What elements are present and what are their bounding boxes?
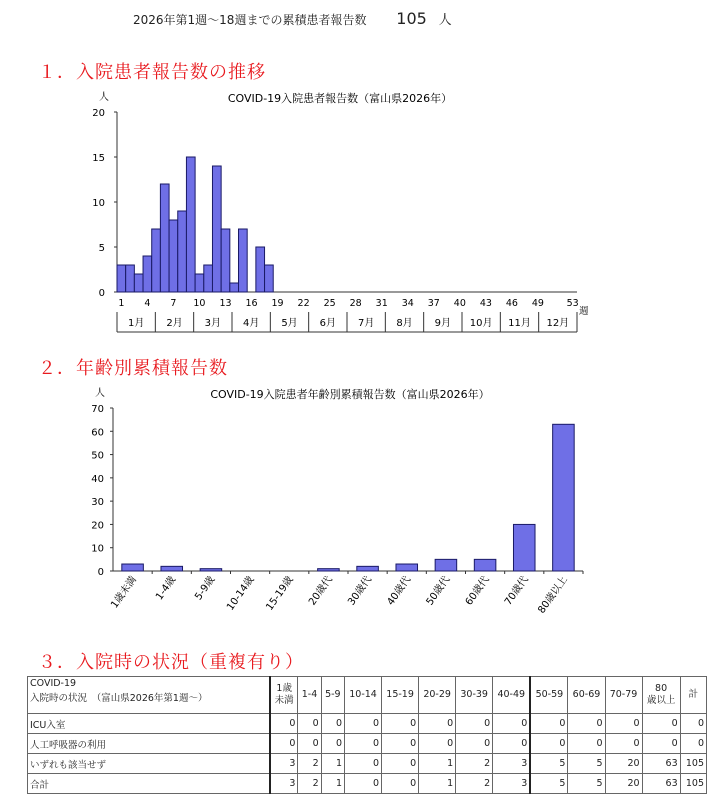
chart1-ytick-label: 5 bbox=[98, 243, 105, 254]
table-cell: 105 bbox=[680, 774, 706, 794]
table-header-row bbox=[28, 677, 707, 714]
chart2-category-label: 40歳代 bbox=[385, 574, 414, 608]
table-cell: 20 bbox=[605, 774, 642, 794]
table-column-header: 20-29 bbox=[419, 677, 456, 714]
table-body bbox=[28, 714, 707, 794]
chart1-bar bbox=[160, 184, 169, 292]
chart2-ytick-label: 40 bbox=[91, 473, 104, 485]
table-cell: 0 bbox=[382, 774, 419, 794]
table-column-header: 70-79 bbox=[605, 677, 642, 714]
table-column-header: 50-59 bbox=[530, 677, 568, 714]
chart1-bar bbox=[117, 265, 126, 292]
chart2-category-label: 1歳未満 bbox=[109, 574, 140, 611]
table-column-header: 80 歳以上 bbox=[642, 677, 680, 714]
table-cell: 0 bbox=[530, 734, 568, 754]
chart1-xtick-label: 53 bbox=[566, 298, 579, 309]
chart1-bar bbox=[152, 229, 161, 292]
chart2-bar bbox=[513, 524, 535, 571]
chart2-bar bbox=[396, 564, 418, 571]
chart2-category-label: 10-14歳 bbox=[225, 574, 257, 613]
chart1-xtick-label: 28 bbox=[349, 298, 362, 309]
table-column-header: 30-39 bbox=[456, 677, 493, 714]
table-cell: 1 bbox=[321, 754, 344, 774]
table-header-label-line: 入院時の状況 （富山県2026年第1週～） bbox=[30, 693, 208, 704]
chart1-xtick-label: 31 bbox=[375, 298, 388, 309]
chart2-category-label: 5-9歳 bbox=[193, 574, 218, 603]
chart1-month-label: 7月 bbox=[357, 318, 375, 329]
table-cell: 0 bbox=[605, 734, 642, 754]
chart2-title: COVID-19入院患者年齢別累積報告数（富山県2026年） bbox=[210, 388, 490, 401]
chart2-ytick-label: 10 bbox=[91, 543, 104, 555]
chart1-bar bbox=[239, 229, 248, 292]
section-heading-status: ３．入院時の状況（重複有り） bbox=[38, 652, 304, 673]
weekly-admissions-chart bbox=[0, 88, 718, 338]
table-cell: 0 bbox=[642, 734, 680, 754]
chart2-bar bbox=[200, 569, 222, 571]
chart1-month-label: 1月 bbox=[127, 318, 145, 329]
chart1-bar bbox=[195, 274, 204, 292]
table-row-label: 合計 bbox=[28, 774, 271, 794]
chart1-xunit: 週 bbox=[579, 306, 589, 317]
chart1-xtick-label: 25 bbox=[323, 298, 336, 309]
table-column-header: 5-9 bbox=[321, 677, 344, 714]
chart2-ytick-label: 0 bbox=[97, 567, 104, 578]
table-cell: 5 bbox=[568, 774, 605, 794]
chart2-category-label: 50歳代 bbox=[424, 574, 453, 608]
table-cell: 105 bbox=[680, 754, 706, 774]
table-cell: 1 bbox=[321, 774, 344, 794]
chart1-ytick-label: 15 bbox=[92, 153, 105, 164]
section-heading-weekly: １．入院患者報告数の推移 bbox=[38, 62, 266, 83]
table-row-label: 人工呼吸器の利用 bbox=[28, 734, 271, 754]
table-cell: 0 bbox=[568, 714, 605, 734]
table-cell: 3 bbox=[493, 754, 531, 774]
table-cell: 2 bbox=[456, 774, 493, 794]
chart1-month-label: 3月 bbox=[204, 318, 222, 329]
table-cell: 0 bbox=[382, 754, 419, 774]
table-cell: 5 bbox=[530, 774, 568, 794]
table-cell: 0 bbox=[605, 714, 642, 734]
table-row bbox=[28, 774, 707, 794]
table-header-label-line: COVID-19 bbox=[30, 678, 77, 689]
table-row bbox=[28, 714, 707, 734]
table-cell: 2 bbox=[456, 754, 493, 774]
summary-count: 105 bbox=[396, 9, 427, 28]
table-cell: 0 bbox=[321, 714, 344, 734]
chart1-xtick-label: 34 bbox=[401, 298, 414, 309]
section-heading-age: ２．年齢別累積報告数 bbox=[38, 358, 228, 379]
table-column-header: 10-14 bbox=[345, 677, 382, 714]
table-cell: 2 bbox=[298, 754, 321, 774]
table-cell: 0 bbox=[298, 714, 321, 734]
table-cell: 0 bbox=[345, 774, 382, 794]
chart1-xtick-label: 16 bbox=[245, 298, 258, 309]
summary-label: 2026年第1週～18週までの累積患者報告数 bbox=[133, 13, 367, 27]
table-row bbox=[28, 734, 707, 754]
chart1-xtick-label: 49 bbox=[531, 298, 544, 309]
table-cell: 0 bbox=[270, 734, 298, 754]
chart1-bar bbox=[169, 220, 178, 292]
chart2-category-label: 60歳代 bbox=[463, 574, 492, 608]
chart2-bar bbox=[122, 564, 144, 571]
chart2-ylabel: 人 bbox=[95, 388, 105, 399]
table-cell: 0 bbox=[493, 734, 531, 754]
chart1-xtick-label: 46 bbox=[505, 298, 518, 309]
chart2-ytick-label: 50 bbox=[91, 450, 104, 462]
table-column-header: 40-49 bbox=[493, 677, 531, 714]
chart1-ytick-label: 10 bbox=[92, 198, 105, 209]
table-cell: 0 bbox=[456, 734, 493, 754]
chart1-bar bbox=[221, 229, 230, 292]
table-cell: 0 bbox=[298, 734, 321, 754]
table-cell: 0 bbox=[680, 734, 706, 754]
table-cell: 0 bbox=[345, 754, 382, 774]
chart2-category-label: 15-19歳 bbox=[264, 574, 296, 613]
chart1-month-label: 2月 bbox=[166, 318, 183, 329]
chart2-ytick-label: 20 bbox=[91, 520, 104, 532]
chart1-bar bbox=[143, 256, 152, 292]
chart1-xtick-label: 7 bbox=[170, 298, 177, 309]
chart1-month-label: 4月 bbox=[242, 318, 260, 329]
chart1-month-label: 11月 bbox=[508, 318, 531, 329]
chart1-bar bbox=[126, 265, 135, 292]
table-cell: 0 bbox=[642, 714, 680, 734]
chart1-month-label: 8月 bbox=[396, 318, 413, 329]
chart1-bar bbox=[230, 283, 239, 292]
table-column-header: 1歳 未満 bbox=[270, 677, 298, 714]
chart1-month-label: 10月 bbox=[469, 318, 493, 329]
table-column-header: 計 bbox=[680, 677, 706, 714]
chart2-ytick-label: 70 bbox=[91, 404, 104, 415]
chart1-xtick-label: 13 bbox=[219, 298, 232, 309]
chart2-bar bbox=[161, 566, 183, 571]
table-cell: 0 bbox=[321, 734, 344, 754]
table-cell: 0 bbox=[493, 714, 531, 734]
chart2-category-label: 80歳以上 bbox=[536, 574, 570, 616]
chart1-xtick-label: 1 bbox=[118, 298, 125, 309]
chart2-bar bbox=[318, 569, 340, 571]
table-cell: 20 bbox=[605, 754, 642, 774]
chart1-month-label: 6月 bbox=[319, 318, 337, 329]
summary-line bbox=[133, 9, 452, 28]
chart1-ytick-label: 20 bbox=[92, 108, 105, 119]
chart2-category-label: 30歳代 bbox=[346, 574, 375, 608]
chart1-ytick-label: 0 bbox=[98, 288, 105, 299]
table-cell: 0 bbox=[530, 714, 568, 734]
table-cell: 5 bbox=[568, 754, 605, 774]
table-cell: 0 bbox=[456, 714, 493, 734]
chart2-bar bbox=[553, 424, 575, 571]
table-cell: 1 bbox=[419, 774, 456, 794]
chart1-bar bbox=[178, 211, 187, 292]
age-cumulative-chart bbox=[0, 384, 718, 634]
table-cell: 0 bbox=[419, 714, 456, 734]
chart1-xtick-label: 10 bbox=[193, 298, 206, 309]
table-cell: 0 bbox=[382, 714, 419, 734]
chart1-month-label: 5月 bbox=[281, 318, 298, 329]
summary-unit: 人 bbox=[438, 13, 452, 28]
chart2-bar bbox=[357, 566, 379, 571]
table-cell: 0 bbox=[345, 714, 382, 734]
table-cell: 0 bbox=[419, 734, 456, 754]
table-cell: 63 bbox=[642, 754, 680, 774]
chart2-bar bbox=[474, 559, 496, 571]
chart1-xtick-label: 43 bbox=[479, 298, 492, 309]
chart1-xtick-label: 4 bbox=[144, 298, 151, 309]
chart1-bar bbox=[186, 157, 195, 292]
table-column-header: 15-19 bbox=[382, 677, 419, 714]
table-row bbox=[28, 754, 707, 774]
admission-status-table bbox=[27, 676, 707, 794]
table-cell: 63 bbox=[642, 774, 680, 794]
chart1-xtick-label: 40 bbox=[453, 298, 466, 309]
chart1-bar bbox=[256, 247, 265, 292]
chart2-category-label: 20歳代 bbox=[307, 574, 335, 608]
chart2-bar bbox=[435, 559, 457, 571]
chart1-bar bbox=[134, 274, 143, 292]
table-cell: 0 bbox=[382, 734, 419, 754]
table-cell: 3 bbox=[270, 774, 298, 794]
chart1-bar bbox=[212, 166, 221, 292]
table-cell: 3 bbox=[270, 754, 298, 774]
chart2-category-label: 1-4歳 bbox=[154, 574, 179, 603]
table-cell: 1 bbox=[419, 754, 456, 774]
chart1-month-label: 9月 bbox=[434, 318, 452, 329]
chart2-ytick-label: 60 bbox=[91, 427, 104, 439]
table-column-header: 60-69 bbox=[568, 677, 605, 714]
chart1-title: COVID-19入院患者報告数（富山県2026年） bbox=[227, 92, 453, 105]
chart1-xtick-label: 37 bbox=[427, 298, 440, 309]
chart2-category-label: 70歳代 bbox=[502, 574, 531, 608]
table-cell: 0 bbox=[345, 734, 382, 754]
table-row-label: いずれも該当せず bbox=[28, 754, 271, 774]
table-row-label: ICU入室 bbox=[28, 714, 271, 734]
table-cell: 0 bbox=[568, 734, 605, 754]
table-cell: 2 bbox=[298, 774, 321, 794]
table-column-header: 1-4 bbox=[298, 677, 321, 714]
chart1-bar bbox=[204, 265, 213, 292]
table-header-label bbox=[28, 677, 271, 714]
chart1-bar bbox=[265, 265, 274, 292]
table-cell: 0 bbox=[270, 714, 298, 734]
chart1-xtick-label: 22 bbox=[297, 298, 310, 309]
admission-status-table-wrap bbox=[27, 676, 707, 794]
table-cell: 5 bbox=[530, 754, 568, 774]
chart2-ytick-label: 30 bbox=[91, 497, 104, 509]
table-cell: 3 bbox=[493, 774, 531, 794]
chart1-month-label: 12月 bbox=[546, 318, 570, 329]
chart1-ylabel: 人 bbox=[99, 92, 109, 103]
chart1-xtick-label: 19 bbox=[271, 298, 284, 309]
table-cell: 0 bbox=[680, 714, 706, 734]
